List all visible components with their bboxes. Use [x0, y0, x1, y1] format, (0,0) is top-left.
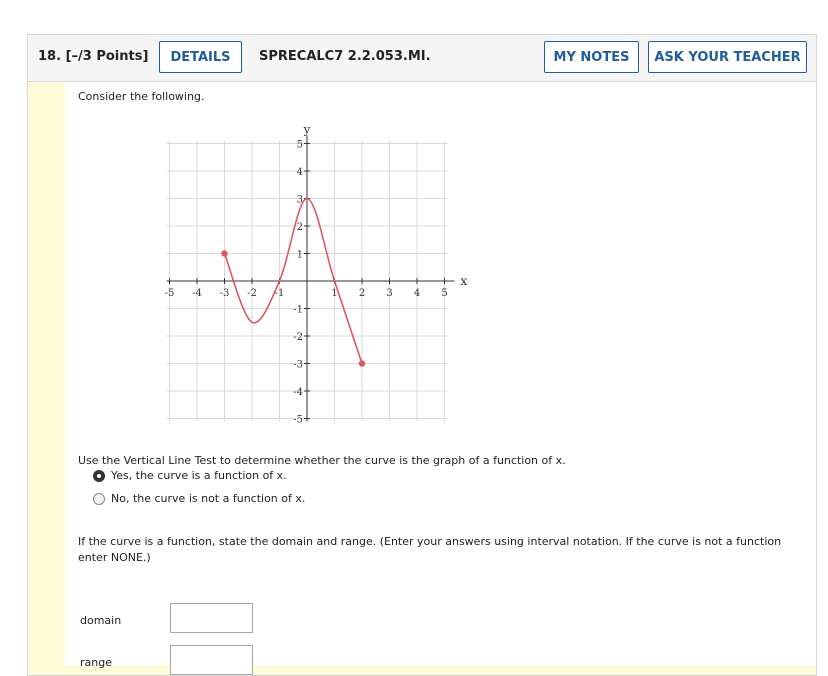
option-yes-label: Yes, the curve is a function of x.: [111, 469, 287, 482]
vlt-question: Use the Vertical Line Test to determine whether the curve is the graph of a function of x.: [78, 454, 566, 467]
question-header: [28, 35, 816, 82]
prompt-text: Consider the following.: [78, 90, 205, 103]
x-tick-label: -2: [247, 288, 257, 299]
x-tick-label: 5: [441, 288, 448, 299]
y-tick-label: 2: [296, 222, 303, 233]
y-tick-label: 4: [296, 167, 303, 178]
option-yes[interactable]: [93, 469, 287, 482]
my-notes-button[interactable]: MY NOTES: [544, 41, 639, 73]
radio-yes[interactable]: [93, 470, 105, 482]
y-tick-label: 5: [296, 139, 303, 151]
curve-endpoint: [359, 360, 365, 366]
y-tick-label: -3: [293, 359, 303, 371]
y-axis-label: y: [303, 122, 311, 137]
x-tick-label: 1: [331, 288, 338, 299]
x-tick-label: -3: [219, 288, 230, 299]
x-tick-label: -4: [192, 288, 202, 299]
range-input[interactable]: [170, 645, 253, 675]
question-number: 18. [–/3 Points]: [38, 49, 149, 64]
y-tick-label: -2: [293, 332, 303, 343]
function-graph: [160, 118, 480, 428]
y-tick-label: 1: [296, 249, 303, 261]
x-tick-label: 3: [386, 288, 393, 299]
question-card: [27, 34, 817, 676]
y-tick-label: -4: [293, 387, 303, 398]
x-axis-label: x: [460, 274, 468, 288]
domain-input[interactable]: [170, 603, 253, 633]
instructions-text: If the curve is a function, state the domain and range. (Enter your answers using interval notation. If the curve is not a function enter NONE.): [78, 535, 782, 564]
y-tick-label: -1: [293, 304, 303, 316]
option-no[interactable]: [93, 492, 305, 505]
question-reference: SPRECALC7 2.2.053.MI.: [259, 49, 431, 64]
y-tick-label: 3: [296, 194, 303, 206]
y-tick-label: -5: [293, 414, 303, 426]
question-body: [65, 82, 816, 669]
x-tick-label: -5: [164, 288, 175, 299]
domain-label: domain: [80, 614, 122, 627]
x-tick-label: -1: [274, 288, 285, 299]
radio-no[interactable]: [93, 493, 105, 505]
range-label: range: [80, 656, 112, 669]
x-tick-label: 4: [413, 288, 421, 299]
ask-teacher-button[interactable]: ASK YOUR TEACHER: [648, 41, 807, 73]
option-no-label: No, the curve is not a function of x.: [111, 492, 306, 505]
details-button[interactable]: DETAILS: [159, 41, 242, 73]
curve-endpoint: [221, 250, 227, 256]
question-sidebar: [28, 82, 65, 675]
x-tick-label: 2: [358, 288, 366, 299]
